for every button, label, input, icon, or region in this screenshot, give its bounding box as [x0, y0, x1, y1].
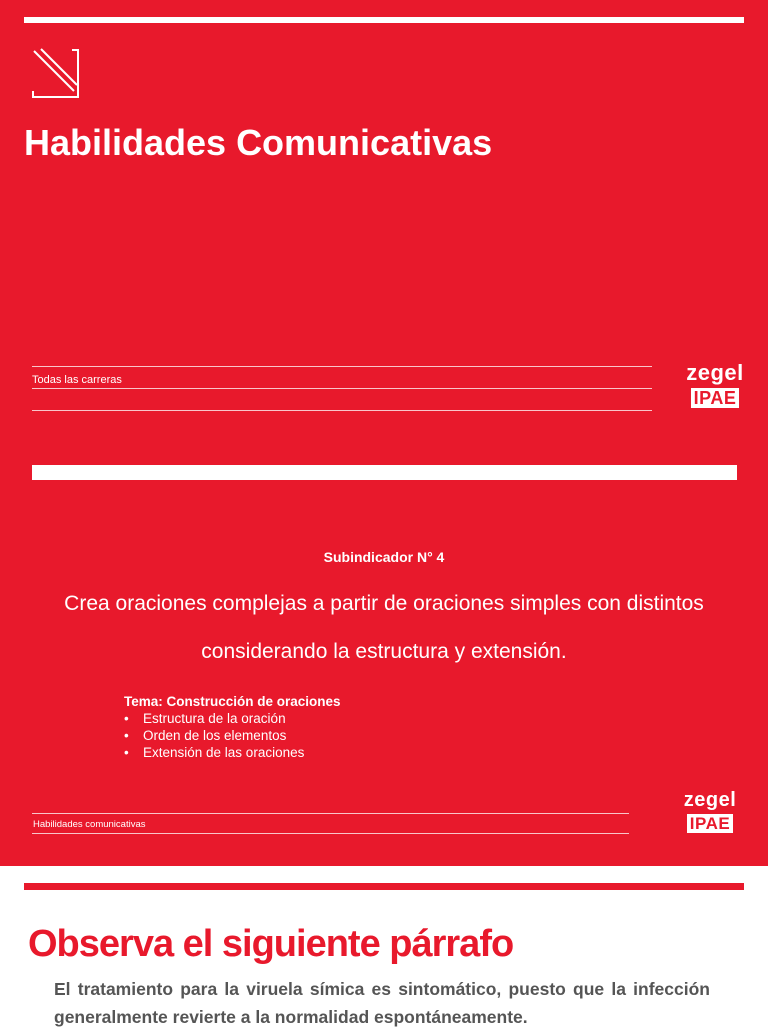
logo-zegel-text: zegel: [686, 360, 744, 385]
logo-ipae-text: IPAE: [691, 388, 740, 408]
top-bar: [24, 17, 744, 23]
divider-line: [32, 813, 629, 814]
careers-label: Todas las carreras: [32, 374, 122, 386]
zegel-ipae-logo: [680, 361, 750, 409]
bullet-icon: •: [124, 711, 129, 726]
topic-item-label: Orden de los elementos: [143, 728, 287, 743]
divider-line: [32, 366, 652, 367]
logo-ipae-text: IPAE: [687, 814, 733, 833]
section-top-bar: [24, 883, 744, 890]
course-title: Habilidades Comunicativas: [24, 122, 493, 163]
topic-item: [124, 744, 341, 761]
topic-item: [124, 727, 341, 744]
subindicator-slide: [0, 440, 768, 866]
bullet-icon: •: [124, 745, 129, 760]
course-footer-label: Habilidades comunicativas: [33, 819, 146, 830]
topic-item-label: Extensión de las oraciones: [143, 745, 305, 760]
topic-block: [124, 693, 341, 761]
topic-item-label: Estructura de la oración: [143, 711, 286, 726]
topic-title: Tema: Construcción de oraciones: [124, 694, 341, 709]
subindicator-label: Subindicador N° 4: [323, 549, 445, 565]
divider-line: [32, 410, 652, 411]
topic-item: [124, 710, 341, 727]
topic-list: [124, 710, 341, 761]
logo-zegel-text: zegel: [683, 789, 737, 811]
zegel-ipae-logo: [675, 789, 745, 834]
paragraph-text: El tratamiento para la viruela símica es sintomático, puesto que la infección generalmente revierte a la normalidad espontáneamente.: [54, 979, 710, 1027]
top-bar: [32, 465, 737, 480]
divider-line: [32, 388, 652, 389]
divider-line: [32, 833, 629, 834]
cover-slide: [0, 0, 768, 440]
bullet-icon: •: [124, 728, 129, 743]
diagonal-arrow-down-right-icon: [30, 47, 80, 99]
subindicator-statement: Crea oraciones complejas a partir de oraciones simples con distintos considerando la estructura y extensión.: [64, 592, 704, 663]
section-heading: Observa el siguiente párrafo: [28, 923, 514, 965]
